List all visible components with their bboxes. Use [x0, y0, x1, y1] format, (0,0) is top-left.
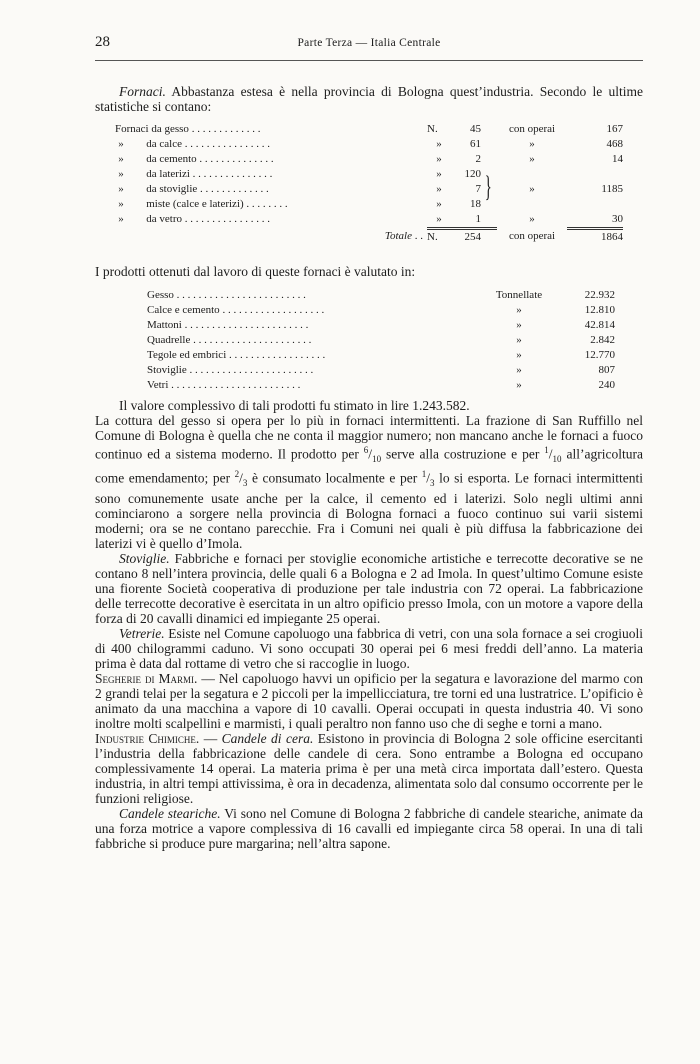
subheading-candele-cera: Candele di cera. [221, 731, 314, 747]
body-text [95, 398, 643, 851]
table-row: » miste (calce e laterizi) . . . . . . . . » 18 [118, 198, 481, 210]
segherie-paragraph: Segherie di Marmi. — Nel capoluogo havvi un opificio per la segatura e lavorazione del marmo con 2 grandi telai per la segatura e 2 piccoli per la impellicciatura, tre torni ed una lustratrice. L’opificio è animato da una macchina a vapore di 10 cavalli. Operai occupati in questa industria 40. Vi sono inoltre molti scalpellini e marmisti, i quali peraltro non fanno uso che di seghe e torni a mano. [95, 671, 643, 732]
table-row: Quadrelle . . . . . . . . . . . . . . . . . . . . . . » 2.842 [147, 334, 615, 346]
table-row: Calce e cemento . . . . . . . . . . . . . . . . . . . » 12.810 [147, 304, 615, 316]
table-row: » da cemento . . . . . . . . . . . . . . » 2 » 14 [118, 153, 623, 165]
section-heading-chimiche: Industrie Chimiche. [95, 731, 200, 747]
table-row: » da stoviglie . . . . . . . . . . . . . » 7 » 1185 [118, 183, 623, 195]
page-number: 28 [95, 34, 110, 50]
section-heading-fornaci: Fornaci. [119, 84, 166, 99]
cottura-paragraph: La cottura del gesso si opera per lo più in fornaci intermittenti. La frazione di San Ruffillo nel Comune di Bologna è quella che ne conta il maggior numero; non mancano anche le fornaci a fuoco continuo ed a sistema moderno. Il prodotto per $^6/_{10}$ serve alla costruzione e per $^1/_{10}$ all’agricoltura come emendamento; per $^2/_3$ è consumato localmente e per $^1/_3$ lo si esporta. Le fornaci intermittenti sono comunemente usate anche per la calce, il cemento ed i laterizi. Solo negli ultimi anni cominciarono a sorgere nella provincia di Bologna fornaci a fuoco continuo sui varii sistemi moderni; ora se ne contano parecchie. Fra i Comuni nei quali è più diffusa la fabbricazione dei laterizi vi è quello d’Imola. [95, 413, 643, 552]
running-title: Parte Terza — Italia Centrale [297, 37, 441, 49]
table-row: » da vetro . . . . . . . . . . . . . . . . » 1 » 30 [118, 213, 623, 225]
section-heading-steariche: Candele steariche. [119, 806, 221, 822]
fornaci-table [115, 122, 623, 245]
intro-paragraph: Fornaci. Abbastanza estesa è nella provincia di Bologna quest’industria. Secondo le ultime statistiche si contano: [95, 84, 643, 114]
table-row: Vetri . . . . . . . . . . . . . . . . . . . . . . . . » 240 [147, 379, 615, 391]
right-brace: } [484, 169, 492, 203]
table-row: Mattoni . . . . . . . . . . . . . . . . . . . . . . . » 42.814 [147, 319, 615, 331]
table-row: Tegole ed embrici . . . . . . . . . . . . . . . . . . » 12.770 [147, 349, 615, 361]
table-row: Fornaci da gesso . . . . . . . . . . . . . N. 45 con operai 167 [115, 123, 623, 135]
table-row: Gesso . . . . . . . . . . . . . . . . . . . . . . . . Tonnellate 22.932 [147, 289, 615, 301]
table-row: » da laterizi . . . . . . . . . . . . . . . » 120 } [118, 168, 492, 203]
section-heading-vetrerie: Vetrerie. [119, 626, 165, 642]
running-head [95, 34, 643, 54]
chimiche-paragraph: Industrie Chimiche. — Candele di cera. Esistono in provincia di Bologna 2 sole officine esercitanti l’industria della fabbricazione delle candele di cera. Sono entrambe a Bologna ed occupano complessivamente 14 operai. La materia prima è per una metà circa importata dall’estero. Questa industria, in altri tempi attivissima, è ora in decadenza, alimentata solo dal consumo occorrente per le funzioni religiose. [95, 731, 644, 807]
table-row: » da calce . . . . . . . . . . . . . . . . » 61 » 468 [118, 138, 623, 150]
prodotti-table [147, 288, 615, 393]
prodotti-intro: I prodotti ottenuti dal lavoro di queste fornaci è valutato in: [95, 264, 416, 279]
table-total-row: Totale . . N. 254 con operai 1864 [384, 229, 623, 243]
section-heading-segherie: Segherie di Marmi. [95, 671, 198, 687]
section-heading-stoviglie: Stoviglie. [119, 551, 170, 567]
valore-paragraph: Il valore complessivo di tali prodotti fu stimato in lire 1.243.582. [119, 398, 470, 413]
header-rule [95, 60, 643, 61]
table-row: Stoviglie . . . . . . . . . . . . . . . . . . . . . . . » 807 [147, 364, 615, 376]
vetrerie-paragraph: Vetrerie. Esiste nel Comune capoluogo una fabbrica di vetri, con una sola fornace a sei crogiuoli di 400 chilogrammi caduno. Vi sono occupati 30 operai pei 6 mesi freddi dell’anno. La materia prima è data dal rottame di vetro che si raccoglie in luogo. [95, 626, 643, 672]
steariche-paragraph: Candele steariche. Vi sono nel Comune di Bologna 2 fabbriche di candele steariche, animate da una forza motrice a vapore complessiva di 16 cavalli ed impiegante circa 58 operai. In una di tali fabbriche si produce pure margarina; nell’altra sapone. [95, 806, 643, 852]
stoviglie-paragraph: Stoviglie. Fabbriche e fornaci per stoviglie economiche artistiche e terrecotte decorative se ne contano 8 nell’intera provincia, delle quali 6 a Bologna e 2 ad Imola. In quest’ultimo Comune esiste una fiorente Società cooperativa di produzione per tale industria con 72 operai. La fabbricazione delle terrecotte decorative è esercitata in un altro opificio presso Imola, con un motore a vapore della forza di 20 cavalli dinamici ed impiegante 25 operai. [95, 551, 643, 627]
